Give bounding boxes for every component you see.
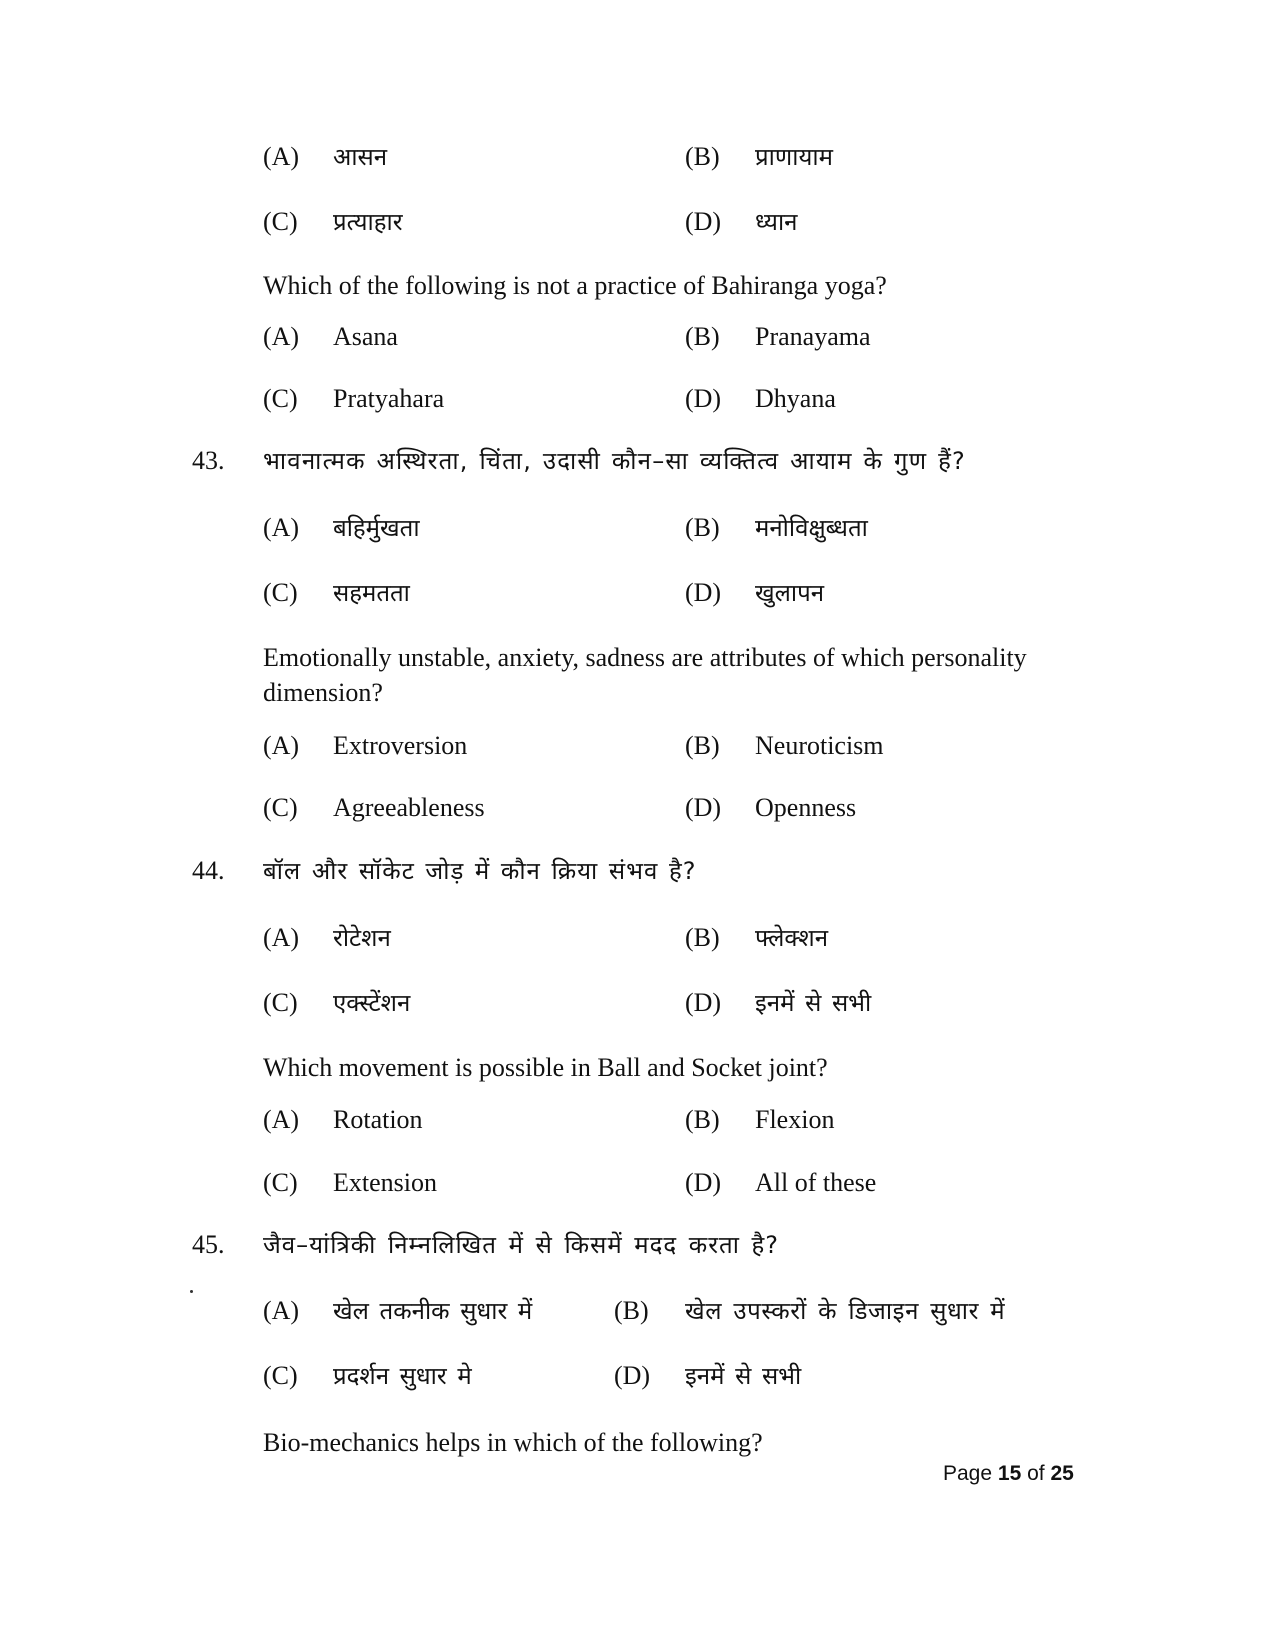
page-word: Page bbox=[943, 1462, 993, 1485]
option-text: Extension bbox=[333, 1168, 437, 1197]
option-text: प्रदर्शन सुधार मे bbox=[333, 1362, 472, 1390]
question-text: जैव–यांत्रिकी निम्नलिखित में से किसमें मदद करता है? bbox=[263, 1231, 780, 1259]
option-letter: (B) bbox=[614, 1296, 649, 1325]
option-text: बहिर्मुखता bbox=[333, 514, 420, 542]
question-number: 44. bbox=[192, 856, 225, 885]
question-text: Which of the following is not a practice of Bahiranga yoga? bbox=[263, 271, 887, 300]
option-text: Pratyahara bbox=[333, 384, 445, 413]
option-text: Rotation bbox=[333, 1105, 423, 1134]
option-text: आसन bbox=[333, 143, 388, 171]
option-text: खुलापन bbox=[755, 579, 825, 607]
option-letter: (B) bbox=[685, 322, 720, 351]
option-letter: (B) bbox=[685, 142, 720, 171]
question-text: बॉल और सॉकेट जोड़ में कौन क्रिया संभव है? bbox=[263, 857, 697, 885]
option-letter: (D) bbox=[685, 1168, 722, 1197]
option-letter: (C) bbox=[263, 1361, 298, 1390]
option-text: इनमें से सभी bbox=[755, 989, 872, 1017]
option-letter: (D) bbox=[614, 1361, 651, 1390]
option-text: ध्यान bbox=[755, 208, 798, 236]
question-text: dimension? bbox=[263, 678, 383, 707]
option-letter: (D) bbox=[685, 578, 722, 607]
option-text: सहमतता bbox=[333, 579, 410, 607]
option-text: Extroversion bbox=[333, 731, 468, 760]
option-letter: (C) bbox=[263, 988, 298, 1017]
option-text: खेल उपस्करों के डिजाइन सुधार में bbox=[685, 1297, 1006, 1325]
option-text: मनोविक्षुब्धता bbox=[755, 514, 868, 542]
option-text: खेल तकनीक सुधार में bbox=[333, 1297, 533, 1325]
option-letter: (C) bbox=[263, 578, 298, 607]
question-number: 43. bbox=[192, 446, 225, 475]
option-letter: (A) bbox=[263, 923, 300, 952]
option-text: Dhyana bbox=[755, 384, 836, 413]
page-number bbox=[943, 1462, 1074, 1486]
option-text: इनमें से सभी bbox=[685, 1362, 802, 1390]
option-letter: (B) bbox=[685, 731, 720, 760]
option-letter: (A) bbox=[263, 1296, 300, 1325]
stray-mark bbox=[190, 1290, 193, 1293]
option-text: प्राणायाम bbox=[755, 143, 833, 171]
option-letter: (C) bbox=[263, 207, 298, 236]
option-letter: (B) bbox=[685, 513, 720, 542]
option-text: Flexion bbox=[755, 1105, 835, 1134]
of-word: of bbox=[1027, 1462, 1045, 1485]
option-text: प्रत्याहार bbox=[333, 208, 403, 236]
option-letter: (D) bbox=[685, 793, 722, 822]
total-pages: 25 bbox=[1050, 1462, 1074, 1485]
option-letter: (A) bbox=[263, 731, 300, 760]
question-text: भावनात्मक अस्थिरता, चिंता, उदासी कौन–सा व्यक्तित्व आयाम के गुण हैं? bbox=[263, 447, 966, 475]
option-text: रोटेशन bbox=[333, 924, 391, 952]
question-text: Which movement is possible in Ball and Socket joint? bbox=[263, 1053, 828, 1082]
option-letter: (D) bbox=[685, 988, 722, 1017]
option-text: Neuroticism bbox=[755, 731, 884, 760]
option-text: Pranayama bbox=[755, 322, 871, 351]
option-text: Agreeableness bbox=[333, 793, 485, 822]
option-text: एक्स्टेंशन bbox=[333, 989, 411, 1017]
question-text: Bio-mechanics helps in which of the following? bbox=[263, 1428, 763, 1457]
option-letter: (D) bbox=[685, 207, 722, 236]
option-letter: (A) bbox=[263, 513, 300, 542]
option-letter: (C) bbox=[263, 1168, 298, 1197]
option-text: Asana bbox=[333, 322, 398, 351]
option-letter: (B) bbox=[685, 923, 720, 952]
option-letter: (C) bbox=[263, 793, 298, 822]
option-text: Openness bbox=[755, 793, 857, 822]
option-letter: (A) bbox=[263, 1105, 300, 1134]
option-letter: (A) bbox=[263, 322, 300, 351]
question-number: 45. bbox=[192, 1230, 225, 1259]
option-text: फ्लेक्शन bbox=[755, 924, 829, 952]
option-text: All of these bbox=[755, 1168, 877, 1197]
option-letter: (D) bbox=[685, 384, 722, 413]
question-text: Emotionally unstable, anxiety, sadness are attributes of which personality bbox=[263, 643, 1027, 672]
option-letter: (C) bbox=[263, 384, 298, 413]
option-letter: (A) bbox=[263, 142, 300, 171]
option-letter: (B) bbox=[685, 1105, 720, 1134]
current-page: 15 bbox=[997, 1462, 1022, 1485]
